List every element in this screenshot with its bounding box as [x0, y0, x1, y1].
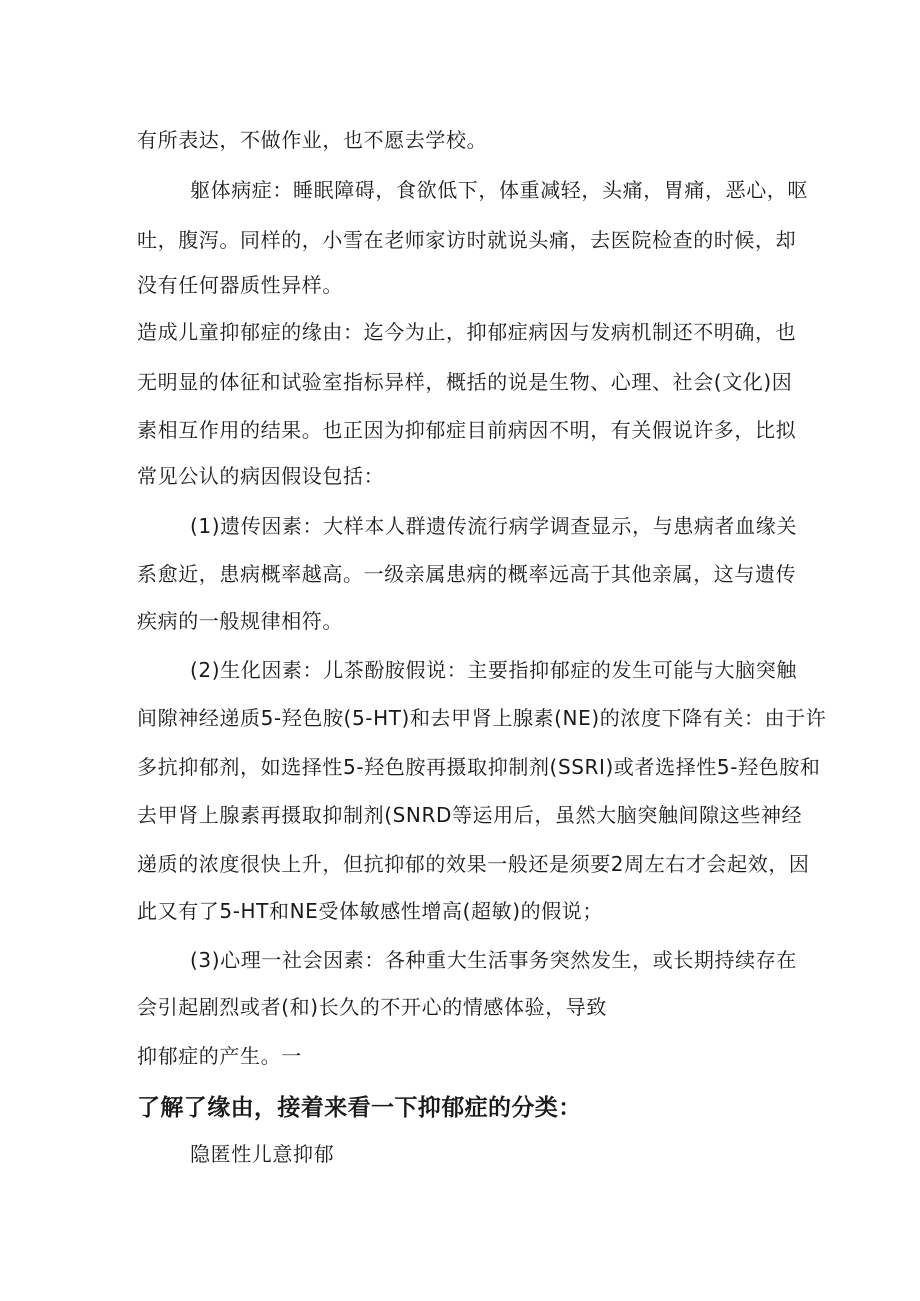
paragraph-line: 疾病的一般规律相符。	[137, 609, 343, 633]
paragraph-line: 去甲肾上腺素再摄取抑制剂(SNRD等运用后，虽然大脑突触间隙这些神经	[137, 803, 803, 827]
paragraph-line: 常见公认的病因假设包括：	[137, 464, 385, 488]
paragraph-line: 有所表达，不做作业，也不愿去学校。	[137, 128, 488, 152]
paragraph-line: 没有任何器质性异样。	[137, 273, 343, 297]
paragraph-line: 此又有了5-HT和NE受体敏感性增高(超敏)的假说；	[137, 899, 603, 923]
paragraph-line: 抑郁症的产生。一	[137, 1044, 302, 1068]
paragraph-line: 递质的浓度很快上升，但抗抑郁的效果一般还是须要2周左右才会起效，因	[137, 852, 810, 876]
paragraph-line: 躯体病症：睡眠障碍，食欲低下，体重减轻，头痛，胃痛，恶心，呕	[190, 178, 808, 202]
sub-item: 隐匿性儿意抑郁	[190, 1142, 335, 1166]
paragraph-line: 造成儿童抑郁症的缘由：迄今为止，抑郁症病因与发病机制还不明确，也	[137, 320, 797, 344]
paragraph-line: 会引起剧烈或者(和)长久的不开心的情感体验，导致	[137, 995, 608, 1019]
paragraph-line: 系愈近，患病概率越高。一级亲属患病的概率远高于其他亲属，这与遗传	[137, 562, 797, 586]
paragraph-line: 无明显的体征和试验室指标异样，概括的说是生物、心理、社会(文化)因	[137, 370, 793, 394]
section-heading: 了解了缘由，接着来看一下抑郁症的分类：	[137, 1095, 582, 1121]
paragraph-line: 多抗抑郁剂，如选择性5-羟色胺再摄取抑制剂(SSRI)或者选择性5-羟色胺和	[137, 755, 821, 779]
paragraph-line: (1)遗传因素：大样本人群遗传流行病学调查显示，与患病者血缘关	[190, 514, 797, 538]
paragraph-line: (3)心理一社会因素：各种重大生活事务突然发生，或长期持续存在	[190, 948, 797, 972]
paragraph-line: 间隙神经递质5-羟色胺(5-HT)和去甲肾上腺素(NE)的浓度下降有关：由于许	[137, 706, 827, 730]
paragraph-line: 素相互作用的结果。也正因为抑郁症目前病因不明，有关假说许多，比拟	[137, 418, 797, 442]
paragraph-line: 吐，腹泻。同样的，小雪在老师家访时就说头痛，去医院检查的时候，却	[137, 228, 797, 252]
paragraph-line: (2)生化因素：儿茶酚胺假说：主要指抑郁症的发生可能与大脑突触	[190, 658, 797, 682]
